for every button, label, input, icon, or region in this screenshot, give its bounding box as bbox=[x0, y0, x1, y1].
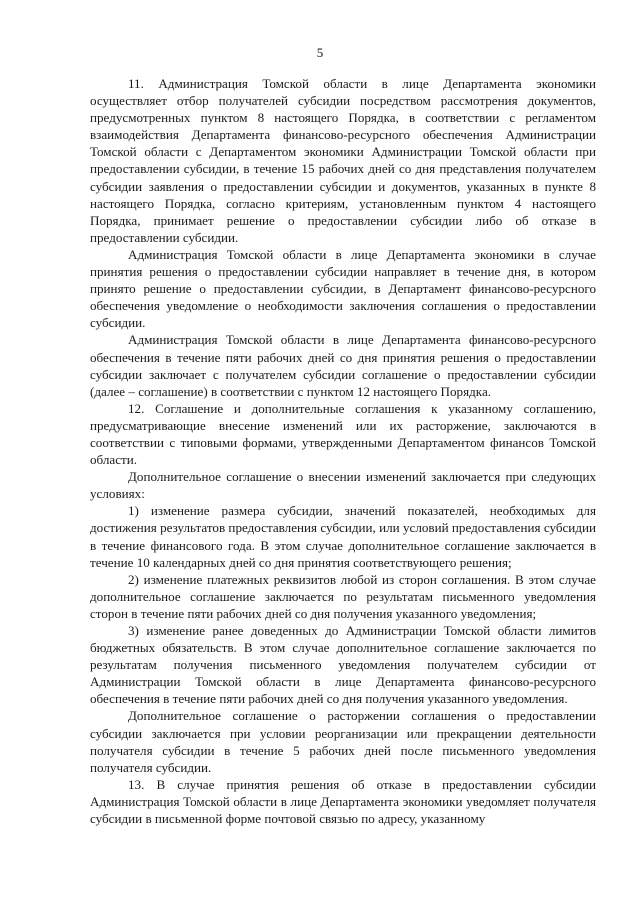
paragraph-termination: Дополнительное соглашение о расторжении соглашения о предоставлении субсидии заключается при условии реорганизации или прекращении деятельности получателя субсидии в течение 5 рабочих дней после письменного уведомления получателя субсидии. bbox=[90, 708, 596, 775]
paragraph-agreement-conclusion: Администрация Томской области в лице Департамента финансово-ресурсного обеспечения в течение пяти рабочих дней со дня принятия решения о предоставлении субсидии заключает с получателем субсидии соглашение о предоставлении субсидии (далее – соглашение) в соответствии с пунктом 12 настоящего Порядка. bbox=[90, 332, 596, 399]
page-number: 5 bbox=[316, 45, 324, 60]
paragraph-11-selection: 11. Администрация Томской области в лице Департамента экономики осуществляет отбор получателей субсидии посредством рассмотрения документов, предусмотренных пунктом 8 настоящего Порядка, в соответствии с регламентом взаимодействия Департамента финансово-ресурсного обеспечения Администрации Томской области с Департаментом экономики Администрации Томской области при предоставлении субсидии, в течение 15 рабочих дней со дня представления получателем субсидии заявления о предоставлении субсидии и документов, указанных в пункте 8 настоящего Порядка, согласно критериям, установленным пунктом 4 настоящего Порядка, принимает решение о предоставлении субсидии либо об отказе в предоставлении субсидии. bbox=[90, 76, 596, 245]
paragraph-additional-conditions: Дополнительное соглашение о внесении изменений заключается при следующих условиях: bbox=[90, 469, 596, 502]
list-item-3: 3) изменение ранее доведенных до Администрации Томской области лимитов бюджетных обязательств. В этом случае дополнительное соглашение заключается по результатам получения письменного уведомления получателем субсидии от Администрации Томской области в лице Департамента финансово-ресурсного обеспечения в течение пяти рабочих дней со дня получения указанного уведомления. bbox=[90, 623, 596, 707]
document-body bbox=[90, 75, 596, 827]
list-item-1: 1) изменение размера субсидии, значений показателей, необходимых для достижения результатов предоставления субсидии, или условий предоставления субсидии в течение финансового года. В этом случае дополнительное соглашение заключается в течение 10 календарных дней со дня принятия соответствующего решения; bbox=[90, 503, 596, 570]
paragraph-notification: Администрация Томской области в лице Департамента экономики в случае принятия решения о предоставлении субсидии направляет в течение дня, в котором принято решение о предоставлении субсидии, в Департамент финансово-ресурсного обеспечения уведомление о необходимости заключения соглашения о предоставлении субсидии. bbox=[90, 246, 596, 331]
paragraph-12-agreements: 12. Соглашение и дополнительные соглашения к указанному соглашению, предусматривающие внесение изменений или их расторжение, заключаются в соответствии с типовыми формами, утвержденными Департаментом финансов Томской области. bbox=[90, 400, 596, 468]
list-item-2: 2) изменение платежных реквизитов любой из сторон соглашения. В этом случае дополнительное соглашение заключается по результатам письменного уведомления сторон в течение пяти рабочих дней со дня получения указанного уведомления; bbox=[90, 571, 596, 621]
paragraph-13-refusal: 13. В случае принятия решения об отказе в предоставлении субсидии Администрация Томской области в лице Департамента экономики уведомляет получателя субсидии в письменной форме почтовой связью по адресу, указанному bbox=[90, 776, 596, 827]
